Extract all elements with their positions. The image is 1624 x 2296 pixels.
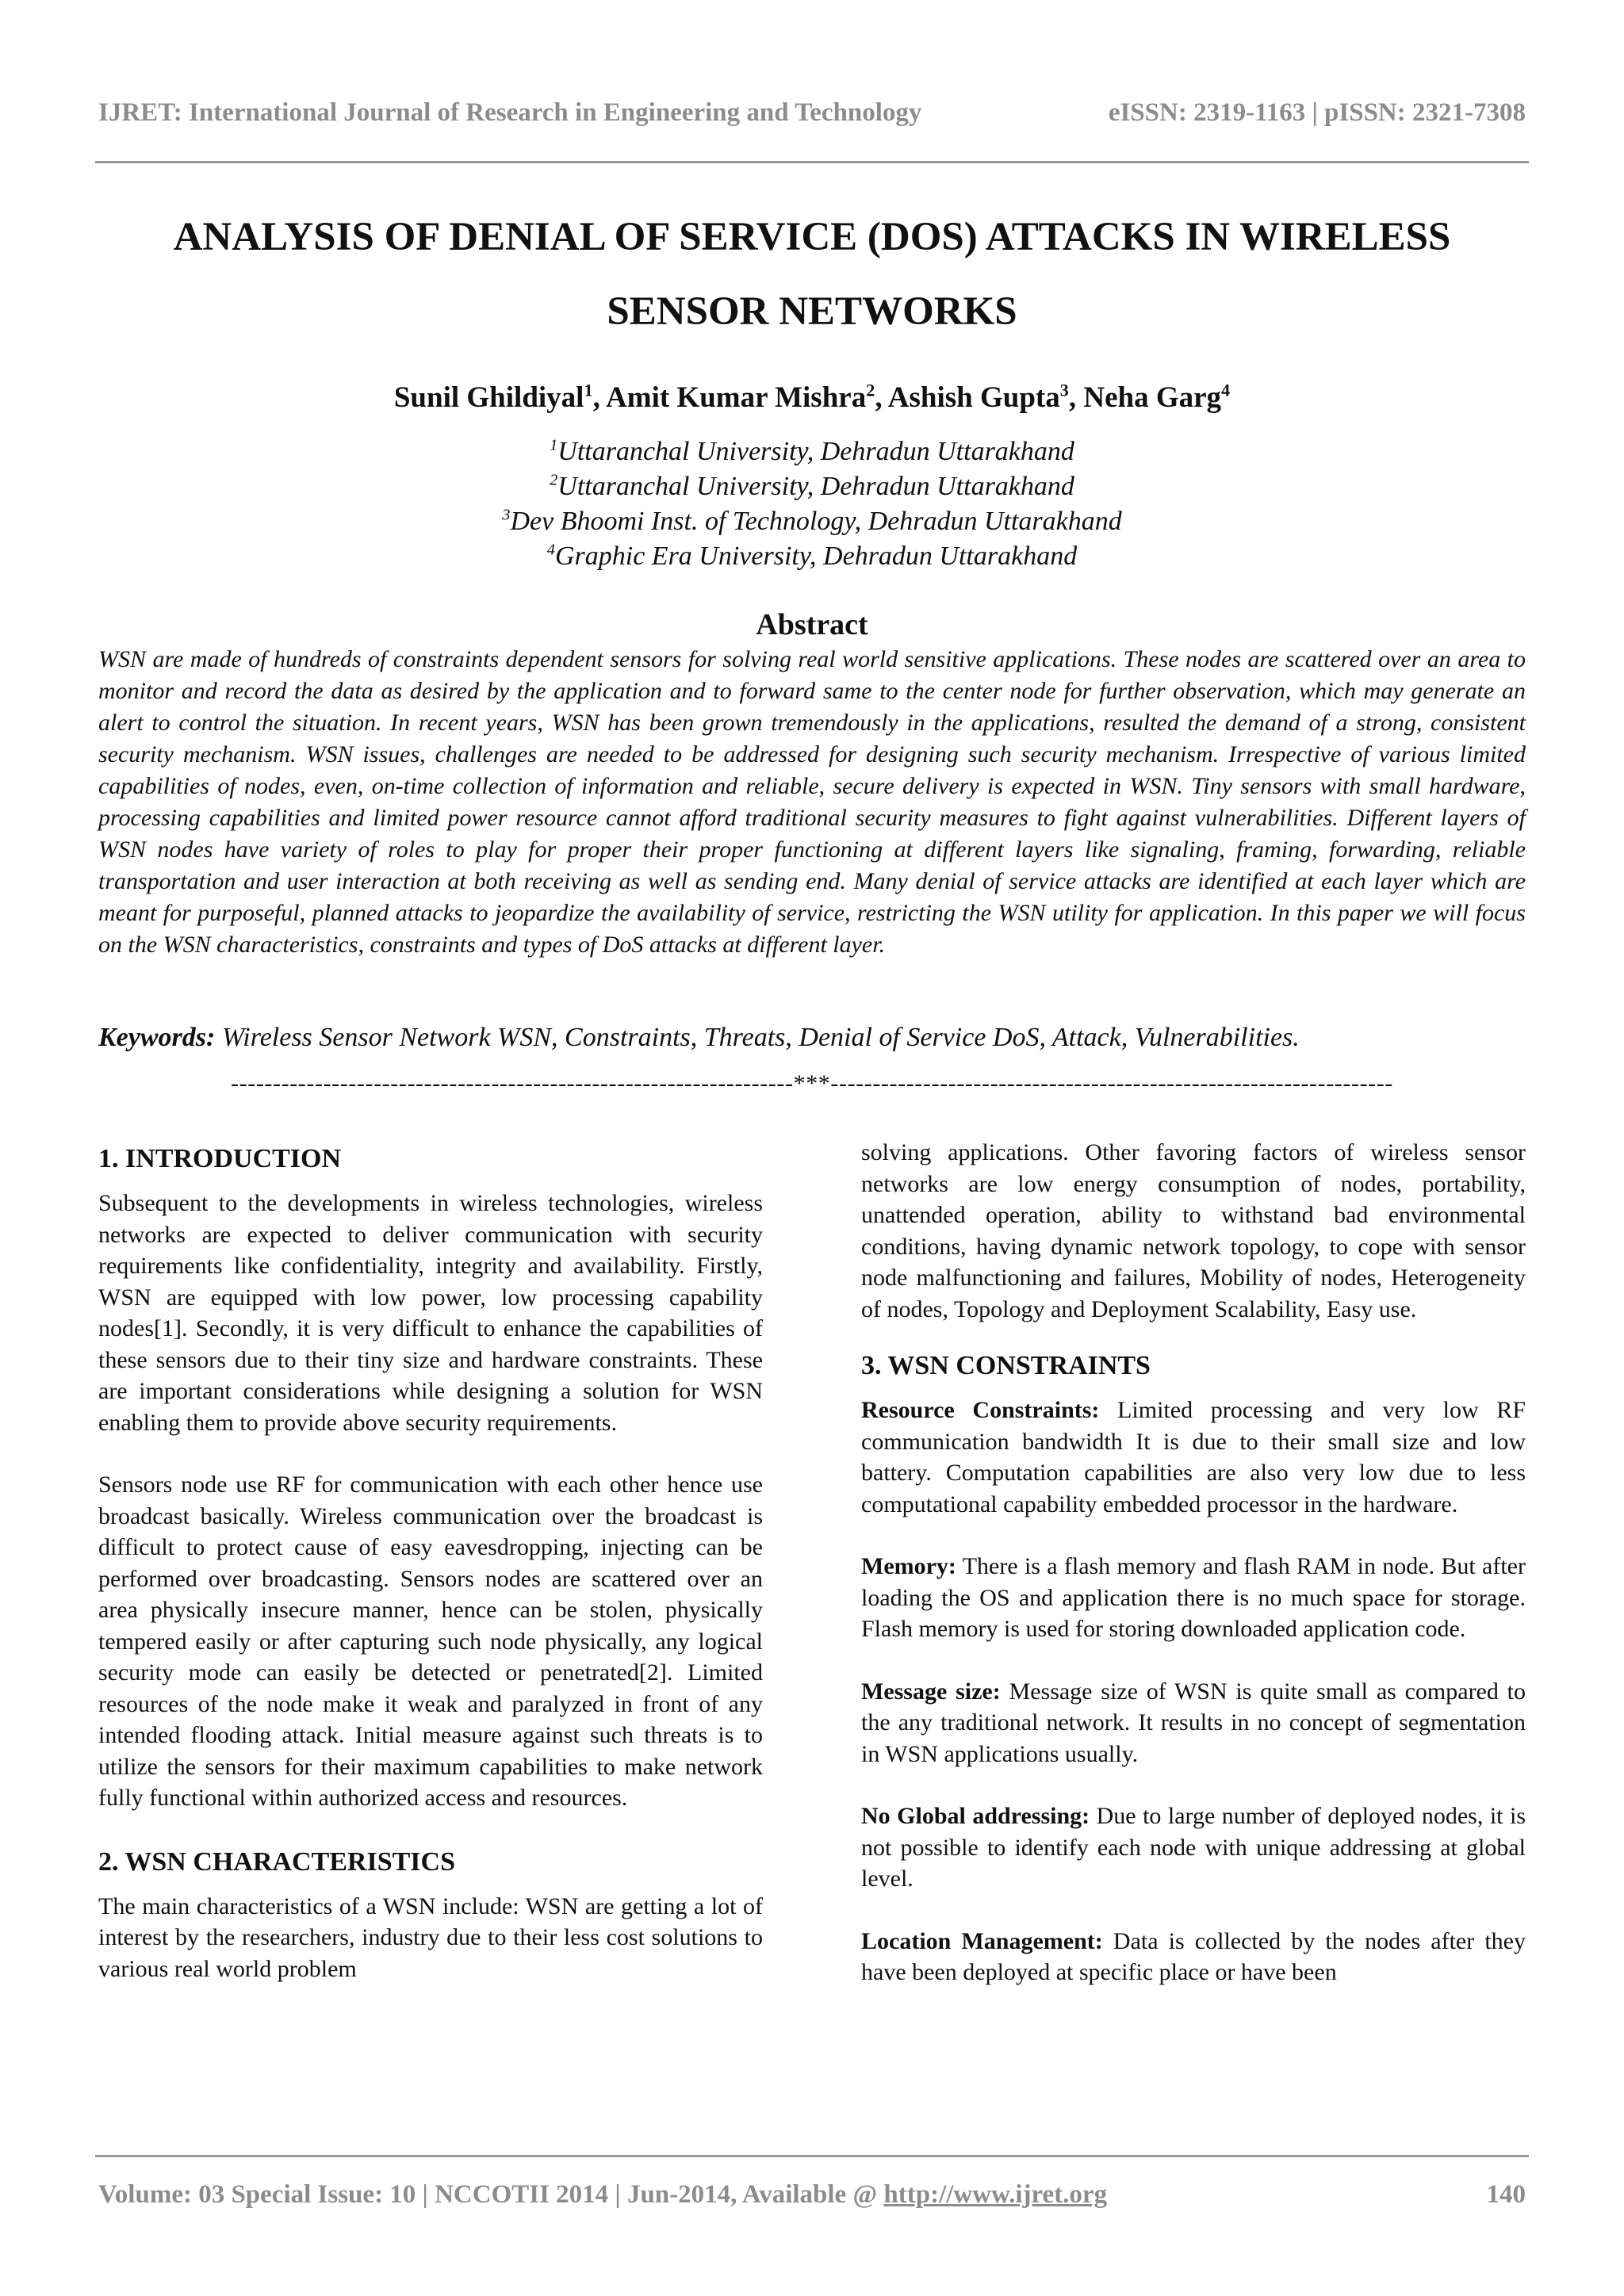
affiliation [79, 469, 1545, 504]
keywords [98, 1023, 1526, 1053]
author-separator: , [875, 381, 888, 414]
constraint-text: There is a flash memory and flash RAM in node. But after loading the OS and application there is no much space for storage. Flash memory is used for storing downloaded application code. [861, 1553, 1526, 1642]
affiliation [79, 504, 1545, 539]
volume-text: Volume: 03 Special Issue: 10 | NCCOTII 2014 | Jun-2014, Available @ [98, 2180, 884, 2209]
author-affil-mark: 1 [584, 380, 593, 400]
affiliation-mark: 1 [550, 436, 558, 454]
constraint-item [861, 1800, 1526, 1895]
constraint-text: Due to large number of deployed nodes, it is not possible to identify each node with unique addressing at global level. [861, 1803, 1526, 1892]
header-rule [95, 161, 1529, 163]
author-name: Amit Kumar Mishra [606, 381, 867, 414]
affiliation-text: Graphic Era University, Dehradun Uttarakhand [554, 541, 1078, 571]
affiliation-text: Uttaranchal University, Dehradun Uttarakhand [557, 472, 1074, 501]
constraint-term: Memory: [861, 1553, 956, 1579]
author-separator: , [1068, 381, 1084, 414]
author-affil-mark: 2 [866, 380, 875, 400]
section-heading-characteristics: 2. WSN CHARACTERISTICS [98, 1846, 455, 1877]
constraint-item [861, 1926, 1526, 1988]
constraint-text: Limited processing and very low RF communication bandwidth It is due to their small size and low battery. Computation capabilities are also very low due to less computational capability embedded processor in the hardware. [861, 1397, 1526, 1517]
constraint-item [861, 1395, 1526, 1520]
journal-link[interactable]: http://www.ijret.org [883, 2180, 1108, 2209]
journal-name: IJRET: International Journal of Research in Engineering and Technology [98, 98, 922, 127]
footer-rule [95, 2155, 1529, 2157]
constraint-item [861, 1676, 1526, 1770]
title-line-1: ANALYSIS OF DENIAL OF SERVICE (DOS) ATTACKS IN WIRELESS [173, 215, 1451, 259]
affiliation-mark: 3 [502, 506, 511, 524]
paragraph: solving applications. Other favoring factors of wireless sensor networks are low energy consumption of nodes, portability, unattended operation, ability to withstand bad environmental conditions, having dynamic network topology, to cope with sensor node malfunctioning and failures, Mobility of nodes, Heterogeneity of nodes, Topology and Deployment Scalability, Easy use. [861, 1139, 1526, 1322]
author-name: Sunil Ghildiyal [393, 381, 584, 414]
author-affil-mark: 3 [1059, 380, 1069, 400]
author-name: Neha Garg [1083, 381, 1222, 414]
right-column [861, 1137, 1526, 2019]
title-line-2: SENSOR NETWORKS [607, 289, 1017, 334]
affiliation [79, 539, 1545, 574]
left-column [98, 1142, 763, 2015]
section-heading-constraints: 3. WSN CONSTRAINTS [861, 1351, 1151, 1380]
constraint-term: Resource Constraints: [861, 1397, 1100, 1423]
keywords-text: Wireless Sensor Network WSN, Constraints, Threats, Denial of Service DoS, Attack, Vulnerabilities. [221, 1023, 1300, 1052]
affiliation-mark: 4 [546, 541, 555, 559]
paragraph: Sensors node use RF for communication with each other hence use broadcast basically. Wireless communication over the broadcast is difficult to protect cause of easy eavesdropping, injecting can be performed over broadcasting. Sensors nodes are scattered over an area physically insecure manner, hence can be stolen, physically tempered easily or after capturing such node physically, any logical security mode can easily be detected or penetrated[2]. Limited resources of the node make it weak and paralyzed in front of any intended flooding attack. Initial measure against such threats is to utilize the sensors for their maximum capabilities to make network fully functional within authorized access and resources. [98, 1471, 763, 1811]
affiliation-text: Uttaranchal University, Dehradun Uttarakhand [557, 437, 1074, 466]
constraint-term: Location Management: [861, 1927, 1103, 1954]
issn-info: eISSN: 2319-1163 | pISSN: 2321-7308 [1108, 98, 1526, 127]
constraint-text: Message size of WSN is quite small as compared to the any traditional network. It results in no concept of segmentation in WSN applications usually. [861, 1678, 1526, 1767]
affiliation-list [79, 434, 1545, 574]
author-affil-mark: 4 [1221, 380, 1231, 400]
keywords-label: Keywords: [98, 1023, 216, 1052]
abstract-heading: Abstract [756, 608, 868, 641]
constraint-term: Message size: [861, 1678, 1001, 1705]
running-footer [98, 2180, 1526, 2215]
volume-info [98, 2180, 1107, 2210]
constraint-text: Data is collected by the nodes after they have been deployed at specific place or have been [861, 1927, 1526, 1985]
affiliation-mark: 2 [550, 471, 558, 489]
affiliation [79, 434, 1545, 469]
paragraph: The main characteristics of a WSN include: WSN are getting a lot of interest by the researchers, industry due to their less cost solutions to various real world problem [98, 1892, 763, 1982]
running-header [98, 98, 1526, 133]
constraint-term: No Global addressing: [861, 1803, 1090, 1829]
affiliation-text: Dev Bhoomi Inst. of Technology, Dehradun Uttarakhand [510, 507, 1122, 536]
page-number: 140 [1486, 2180, 1526, 2209]
author-list [79, 381, 1545, 415]
paragraph: Subsequent to the developments in wireless technologies, wireless networks are expected to deliver communication with security requirements like confidentiality, integrity and availability. Firstly, WSN are equipped with low power, low processing capability nodes[1]. Secondly, it is very difficult to enhance the capabilities of these sensors due to their tiny size and hardware constraints. These are important considerations while designing a solution for WSN enabling them to provide above security requirements. [98, 1190, 763, 1436]
section-separator: -------------------------------------------------------------------***------------------------------------------------------------------- [231, 1070, 1393, 1096]
section-heading-introduction: 1. INTRODUCTION [98, 1144, 342, 1173]
constraint-item [861, 1551, 1526, 1645]
paper-title [79, 200, 1545, 349]
author-separator: , [592, 381, 607, 414]
abstract-text: WSN are made of hundreds of constraints dependent sensors for solving real world sensitive applications. These nodes are scattered over an area to monitor and record the data as desired by the application and to forward same to the center node for further observation, which may generate an alert to control the situation. In recent years, WSN has been grown tremendously in the applications, resulted the demand of a strong, consistent security mechanism. WSN issues, challenges are needed to be addressed for designing such security mechanism. Irrespective of various limited capabilities of nodes, even, on-time collection of information and reliable, secure delivery is expected in WSN. Tiny sensors with small hardware, processing capabilities and limited power resource cannot afford traditional security measures to fight against vulnerabilities. Different layers of WSN nodes have variety of roles to play for proper their proper functioning at different layers like signaling, framing, forwarding, reliable transportation and user interaction at both receiving as well as sending end. Many denial of service attacks are identified at each layer which are meant for purposeful, planned attacks to jeopardize the availability of service, restricting the WSN utility for application. In this paper we will focus on the WSN characteristics, constraints and types of DoS attacks at different layer. [98, 646, 1526, 958]
author-name: Ashish Gupta [887, 381, 1060, 414]
